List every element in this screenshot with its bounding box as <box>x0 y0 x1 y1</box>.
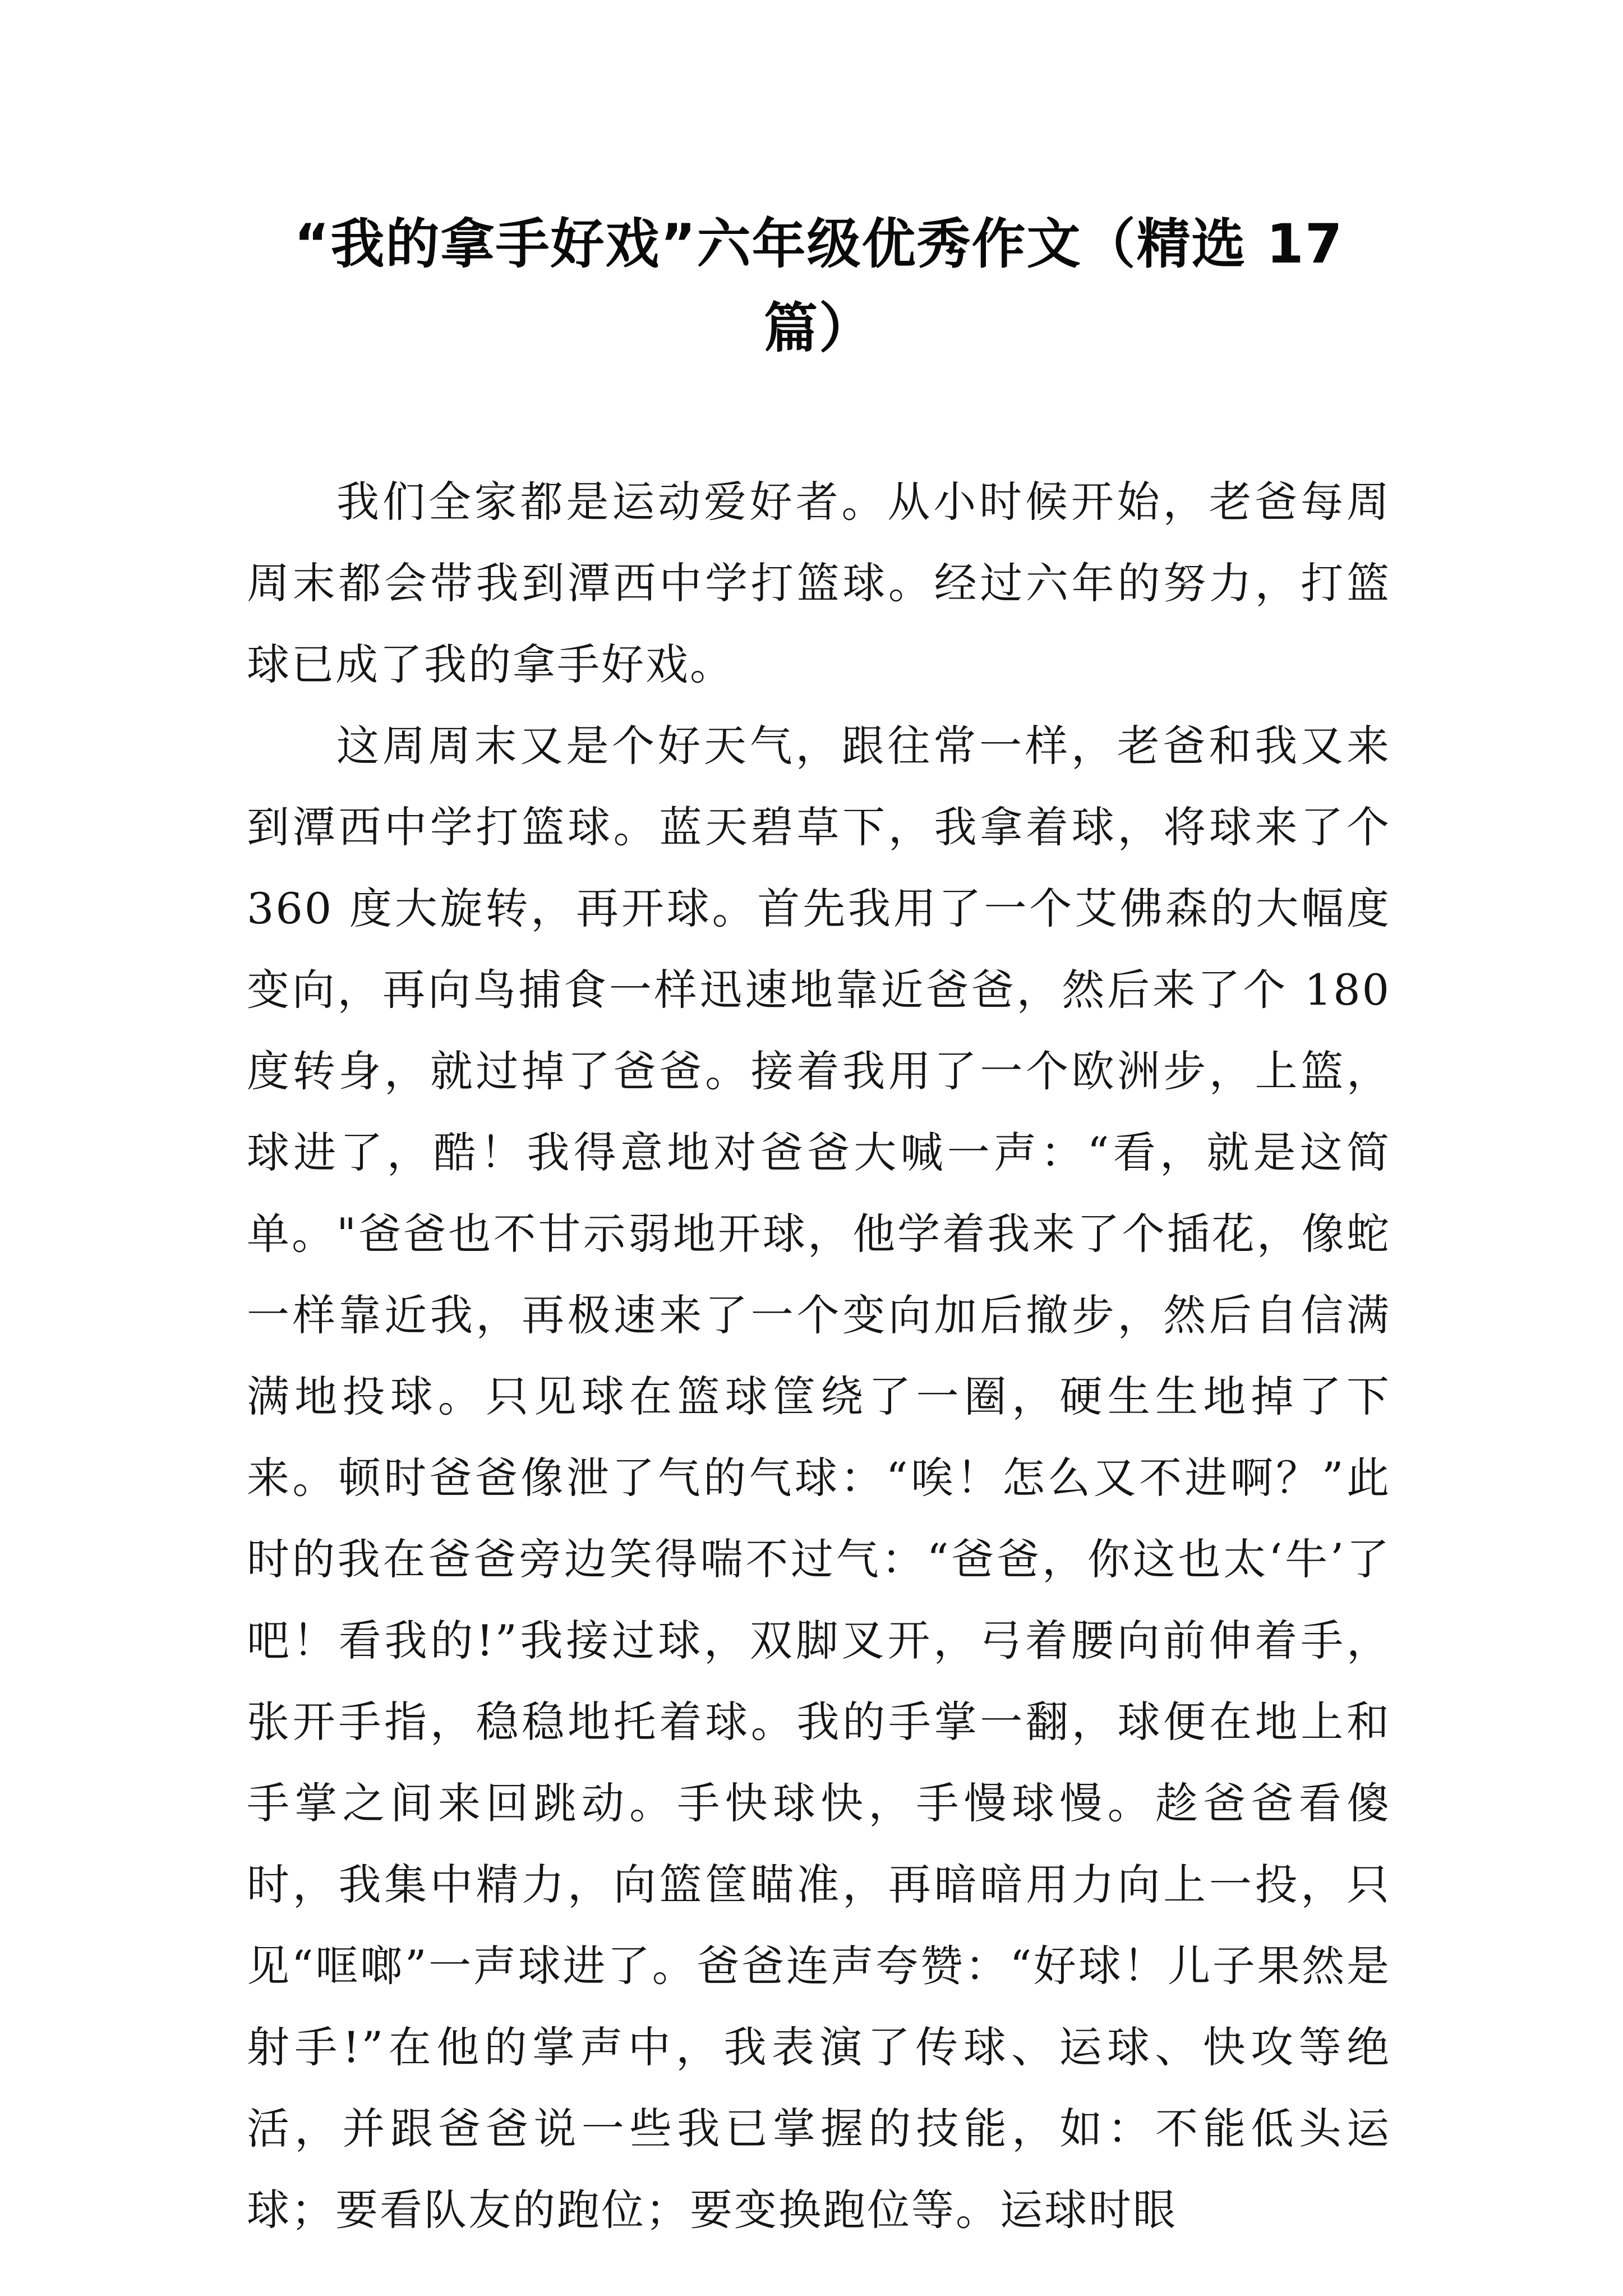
paragraph-2: 这周周末又是个好天气，跟往常一样，老爸和我又来到潭西中学打篮球。蓝天碧草下，我拿着球，将球来了个 360 度大旋转，再开球。首先我用了一个艾佛森的大幅度变向，再向鸟捕食一样迅速地靠近爸爸，然后来了个 180 度转身，就过掉了爸爸。接着我用了一个欧洲步，上篮，球进了，酷！我得意地对爸爸大喊一声：“看，就是这简单。"爸爸也不甘示弱地开球，他学着我来了个插花，像蛇一样靠近我，再极速来了一个变向加后撤步，然后自信满满地投球。只见球在篮球筐绕了一圈，硬生生地掉了下来。顿时爸爸像泄了气的气球：“唉！怎么又不进啊？”此时的我在爸爸旁边笑得喘不过气：“爸爸，你这也太‘牛’了吧！看我的!”我接过球，双脚叉开，弓着腰向前伸着手，张开手指，稳稳地托着球。我的手掌一翻，球便在地上和手掌之间来回跳动。手快球快，手慢球慢。趁爸爸看傻时，我集中精力，向篮筐瞄准，再暗暗用力向上一投，只见“哐啷”一声球进了。爸爸连声夸赞：“好球！儿子果然是射手!”在他的掌声中，我表演了传球、运球、快攻等绝活，并跟爸爸说一些我已掌握的技能，如：不能低头运球；要看队友的跑位；要变换跑位等。运球时眼 <box>247 721 1391 2235</box>
document-title: “我的拿手好戏”六年级优秀作文（精选 17 篇） <box>294 213 1344 360</box>
paragraph-1: 我们全家都是运动爱好者。从小时候开始，老爸每周周末都会带我到潭西中学打篮球。经过六年的努力，打篮球已成了我的拿手好戏。 <box>247 477 1391 689</box>
document-body <box>247 461 1391 2251</box>
